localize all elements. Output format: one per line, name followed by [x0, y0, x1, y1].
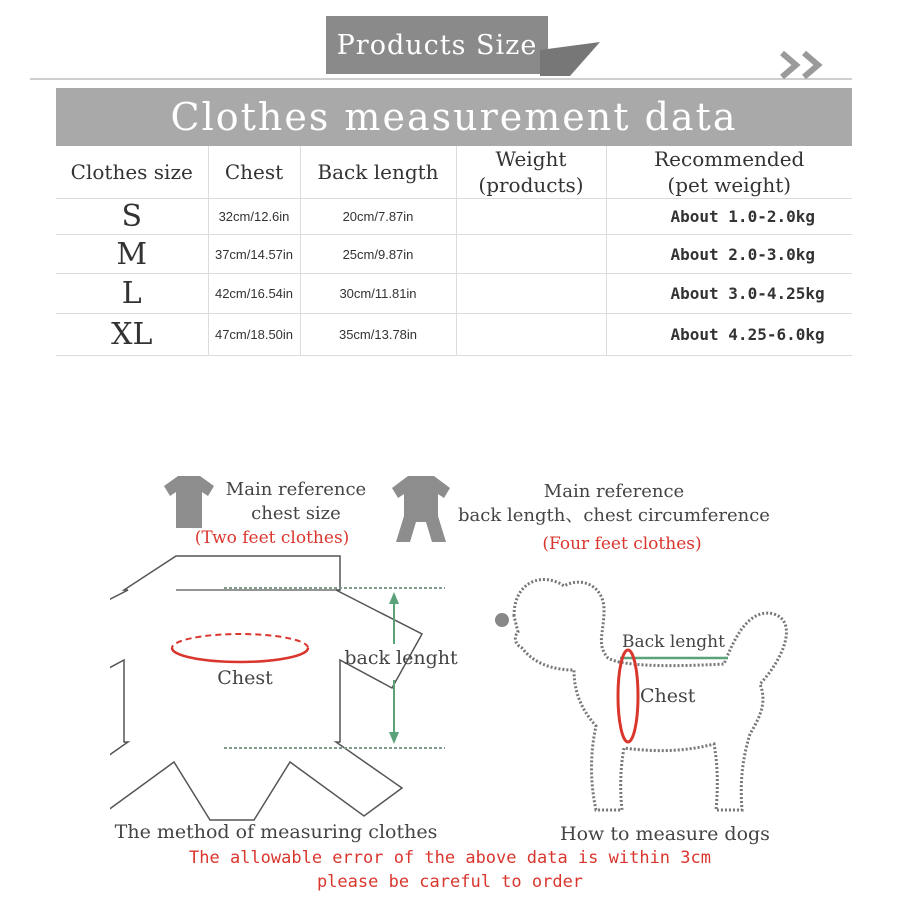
header-weight [456, 146, 606, 199]
header-recommended [606, 146, 852, 199]
header-back-length: Back length [300, 146, 456, 199]
order-notice: please be careful to order [316, 872, 584, 892]
table-row [56, 274, 852, 314]
table-header-row [56, 146, 852, 199]
clothes-chest-label: Chest [217, 667, 273, 689]
left-reference-text [212, 478, 380, 526]
header-weight-line1: Weight [495, 147, 567, 171]
table-row [56, 199, 852, 235]
dog-chest-label: Chest [640, 685, 696, 707]
row-weight [456, 199, 606, 235]
row-recommended: About 2.0-3.0kg [606, 235, 852, 274]
header-size: Clothes size [56, 146, 208, 199]
clothes-caption: The method of measuring clothes [114, 821, 438, 843]
left-clothes-type: (Two feet clothes) [194, 528, 350, 548]
two-feet-clothes-icon [160, 474, 218, 530]
header-recommended-line1: Recommended [654, 147, 805, 171]
banner-title: Products Size [336, 29, 538, 61]
row-back: 35cm/13.78in [300, 314, 456, 356]
table-title-bar [56, 88, 852, 146]
row-back: 20cm/7.87in [300, 199, 456, 235]
products-size-banner [326, 16, 548, 74]
row-size: L [56, 274, 208, 314]
right-reference-line1: Main reference [543, 481, 685, 502]
error-notice: The allowable error of the above data is within 3cm [189, 848, 711, 868]
banner-divider [30, 78, 852, 80]
dog-back-length-label: Back lenght [622, 632, 725, 652]
table-row [56, 235, 852, 274]
row-recommended: About 4.25-6.0kg [606, 314, 852, 356]
clothes-back-length-label: back lenght [344, 647, 458, 669]
row-chest: 42cm/16.54in [208, 274, 300, 314]
right-reference-line2: back length、chest circumference [458, 505, 770, 526]
left-reference-line2: chest size [251, 503, 341, 524]
row-back: 25cm/9.87in [300, 235, 456, 274]
header-weight-line2: (products) [478, 173, 584, 197]
left-reference-line1: Main reference [225, 479, 367, 500]
row-recommended: About 1.0-2.0kg [606, 199, 852, 235]
row-chest: 32cm/12.6in [208, 199, 300, 235]
size-table [56, 146, 852, 356]
row-chest: 47cm/18.50in [208, 314, 300, 356]
table-title: Clothes measurement data [170, 95, 738, 139]
right-clothes-type: (Four feet clothes) [542, 534, 702, 554]
row-size: XL [56, 314, 208, 356]
row-weight [456, 235, 606, 274]
row-back: 30cm/11.81in [300, 274, 456, 314]
row-weight [456, 274, 606, 314]
clothes-diagram [110, 548, 450, 823]
row-weight [456, 314, 606, 356]
row-recommended: About 3.0-4.25kg [606, 274, 852, 314]
right-reference-text [440, 480, 788, 528]
double-chevron-right-icon [780, 50, 832, 80]
table-row [56, 314, 852, 356]
row-chest: 37cm/14.57in [208, 235, 300, 274]
header-recommended-line2: (pet weight) [667, 173, 792, 197]
header-chest: Chest [208, 146, 300, 199]
banner-tail-shape [540, 42, 600, 76]
dog-caption: How to measure dogs [560, 823, 770, 845]
row-size: S [56, 199, 208, 235]
row-size: M [56, 235, 208, 274]
